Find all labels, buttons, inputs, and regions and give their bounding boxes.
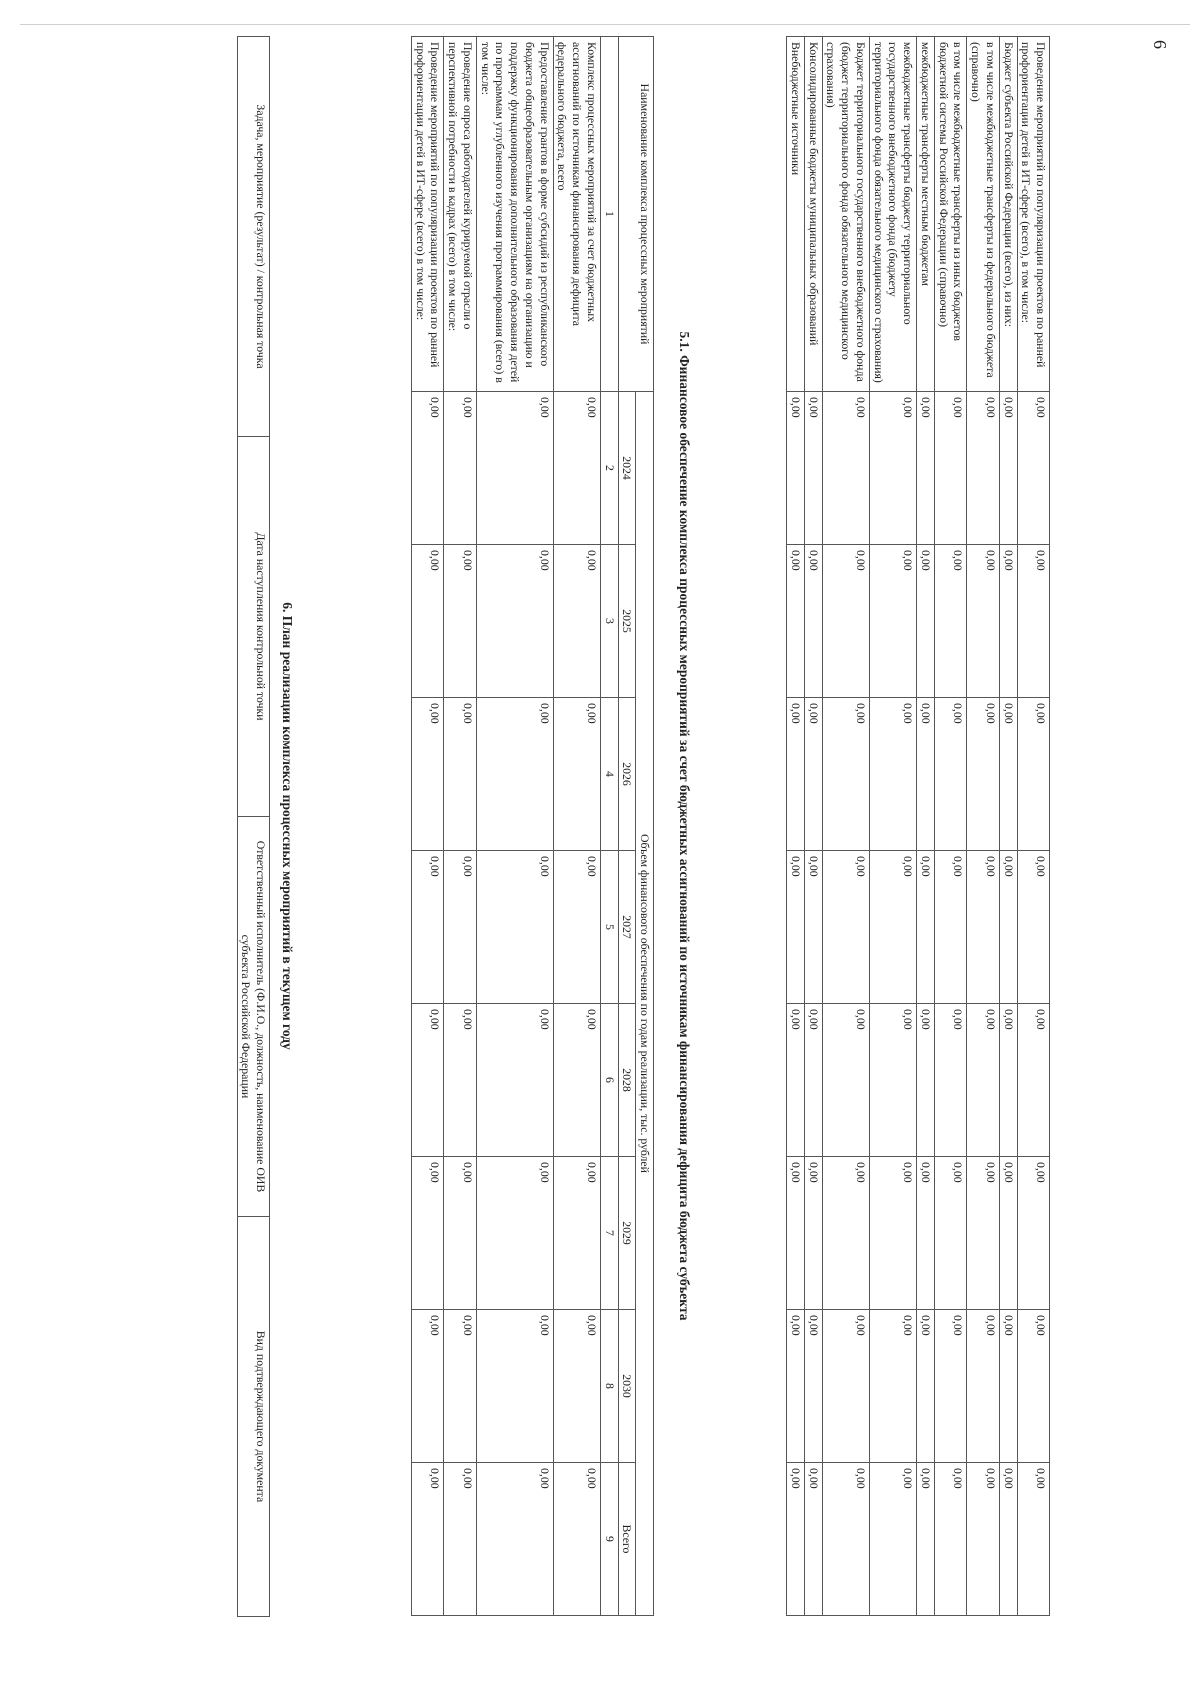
implementation-plan-header-row xyxy=(237,37,269,1617)
value-cell: 0,00 xyxy=(934,1463,966,1616)
year-header: 2029 xyxy=(618,1157,636,1310)
value-cell: 0,00 xyxy=(869,392,916,545)
rotated-page-content xyxy=(110,36,1050,1636)
value-cell: 0,00 xyxy=(444,1463,476,1616)
deficit-financing-table-body xyxy=(411,37,600,1616)
page-number: 6 xyxy=(1150,40,1170,49)
table-row xyxy=(934,37,966,1616)
implementation-plan-table xyxy=(237,36,270,1617)
row-label: межбюджетные трансферты бюджету территориального государственного внебюджетного фонда (бюджету территориального фонда обязательного медицинского страхования) xyxy=(869,37,916,392)
value-cell: 0,00 xyxy=(967,698,999,851)
value-cell: 0,00 xyxy=(967,392,999,545)
value-cell: 0,00 xyxy=(822,698,869,851)
value-cell: 0,00 xyxy=(411,851,443,1004)
value-cell: 0,00 xyxy=(804,392,822,545)
value-cell: 0,00 xyxy=(869,1004,916,1157)
row-label: Внебюджетные источники xyxy=(787,37,805,392)
value-cell: 0,00 xyxy=(869,1157,916,1310)
value-cell: 0,00 xyxy=(787,1310,805,1463)
value-cell: 0,00 xyxy=(934,1157,966,1310)
row-label: Бюджет субъекта Российской Федерации (всего), из них: xyxy=(999,37,1017,392)
value-cell: 0,00 xyxy=(411,392,443,545)
value-cell: 0,00 xyxy=(917,392,935,545)
table-row xyxy=(804,37,822,1616)
table-row xyxy=(917,37,935,1616)
value-cell: 0,00 xyxy=(476,851,553,1004)
section-5-1-title: 5.1. Финансовое обеспечение комплекса процессных мероприятий за счет бюджетных ассигнований по источникам финансирования дефицита бюджета субъекта xyxy=(677,331,692,1321)
value-cell: 0,00 xyxy=(822,1004,869,1157)
value-cell: 0,00 xyxy=(822,392,869,545)
value-cell: 0,00 xyxy=(411,1004,443,1157)
table-row xyxy=(787,37,805,1616)
value-cell: 0,00 xyxy=(411,698,443,851)
value-cell: 0,00 xyxy=(999,1004,1017,1157)
value-cell: 0,00 xyxy=(917,1463,935,1616)
year-header: Всего xyxy=(618,1463,636,1616)
row-label: Консолидированные бюджеты муниципальных образований xyxy=(804,37,822,392)
table-row xyxy=(444,37,476,1616)
value-cell: 0,00 xyxy=(411,1463,443,1616)
value-cell: 0,00 xyxy=(553,851,600,1004)
value-cell: 0,00 xyxy=(553,698,600,851)
value-cell: 0,00 xyxy=(553,392,600,545)
value-cell: 0,00 xyxy=(869,1310,916,1463)
year-header: 2024 xyxy=(618,392,636,545)
value-cell: 0,00 xyxy=(934,1310,966,1463)
value-cell: 0,00 xyxy=(1017,1004,1049,1157)
value-cell: 0,00 xyxy=(411,1310,443,1463)
value-cell: 0,00 xyxy=(444,851,476,1004)
table-row xyxy=(999,37,1017,1616)
column-number: 6 xyxy=(600,1004,618,1157)
value-cell: 0,00 xyxy=(967,1463,999,1616)
deficit-financing-table xyxy=(411,36,654,1616)
value-cell: 0,00 xyxy=(804,851,822,1004)
row-label: Предоставление грантов в форме субсидий из республиканского бюджета общеобразовательным организациям на организацию и поддержку функционирования дополнительного образования детей по программам углубленного изучения программирования (всего) в том числе: xyxy=(476,37,553,392)
value-cell: 0,00 xyxy=(444,545,476,698)
value-cell: 0,00 xyxy=(411,545,443,698)
column-number: 1 xyxy=(600,37,618,392)
value-cell: 0,00 xyxy=(444,1310,476,1463)
value-cell: 0,00 xyxy=(553,1463,600,1616)
column-number: 2 xyxy=(600,392,618,545)
value-cell: 0,00 xyxy=(822,1463,869,1616)
col-name-header: Наименование комплекса процессных мероприятий xyxy=(618,37,653,392)
year-header: 2027 xyxy=(618,851,636,1004)
value-cell: 0,00 xyxy=(476,1004,553,1157)
value-cell: 0,00 xyxy=(999,1157,1017,1310)
column-number: 9 xyxy=(600,1463,618,1616)
row-label: Комплекс процессных мероприятий за счет бюджетных ассигнований по источникам финансирования дефицита федерального бюджета, всего xyxy=(553,37,600,392)
plan-column-header: Ответственный исполнитель (Ф.И.О., должность, наименование ОИВ субъекта Российской Федерации xyxy=(237,817,269,1217)
value-cell: 0,00 xyxy=(787,851,805,1004)
section-6-title: 6. План реализации комплекса процессных мероприятий в текущем году xyxy=(280,602,295,1050)
value-cell: 0,00 xyxy=(476,1463,553,1616)
plan-column-header: Вид подтверждающего документа xyxy=(237,1217,269,1617)
value-cell: 0,00 xyxy=(999,851,1017,1004)
value-cell: 0,00 xyxy=(934,851,966,1004)
value-cell: 0,00 xyxy=(553,545,600,698)
row-label: Проведение мероприятий по популяризации проектов по ранней профориентации детей в ИТ-сфере (всего) в том числе: xyxy=(411,37,443,392)
table-row xyxy=(553,37,600,1616)
value-cell: 0,00 xyxy=(444,698,476,851)
value-cell: 0,00 xyxy=(787,698,805,851)
value-cell: 0,00 xyxy=(553,1157,600,1310)
value-cell: 0,00 xyxy=(967,851,999,1004)
value-cell: 0,00 xyxy=(869,1463,916,1616)
value-cell: 0,00 xyxy=(917,1310,935,1463)
value-cell: 0,00 xyxy=(787,392,805,545)
value-cell: 0,00 xyxy=(917,1157,935,1310)
value-cell: 0,00 xyxy=(1017,1310,1049,1463)
year-header: 2030 xyxy=(618,1310,636,1463)
value-cell: 0,00 xyxy=(444,1157,476,1310)
value-cell: 0,00 xyxy=(1017,1463,1049,1616)
value-cell: 0,00 xyxy=(934,392,966,545)
value-cell: 0,00 xyxy=(787,1157,805,1310)
plan-column-header: Дата наступления контрольной точки xyxy=(237,437,269,817)
value-cell: 0,00 xyxy=(553,1004,600,1157)
value-cell: 0,00 xyxy=(822,1310,869,1463)
year-header: 2026 xyxy=(618,698,636,851)
column-number: 7 xyxy=(600,1157,618,1310)
value-cell: 0,00 xyxy=(476,1310,553,1463)
value-cell: 0,00 xyxy=(869,851,916,1004)
value-cell: 0,00 xyxy=(999,392,1017,545)
table-row xyxy=(822,37,869,1616)
row-label: Бюджет территориального государственного внебюджетного фонда (бюджет территориального фонда обязательного медицинского страхования) xyxy=(822,37,869,392)
value-cell: 0,00 xyxy=(476,392,553,545)
value-cell: 0,00 xyxy=(787,1463,805,1616)
value-cell: 0,00 xyxy=(804,1157,822,1310)
table-row xyxy=(967,37,999,1616)
value-cell: 0,00 xyxy=(476,1157,553,1310)
row-label: в том числе межбюджетные трансферты из иных бюджетов бюджетной системы Российской Федерации (справочно) xyxy=(934,37,966,392)
value-cell: 0,00 xyxy=(967,1157,999,1310)
value-cell: 0,00 xyxy=(917,698,935,851)
value-cell: 0,00 xyxy=(787,1004,805,1157)
row-label: межбюджетные трансферты местным бюджетам xyxy=(917,37,935,392)
row-label: Проведение мероприятий по популяризации проектов по ранней профориентации детей в ИТ-сфере (всего), в том числе: xyxy=(1017,37,1049,392)
col-group-header: Объем финансового обеспечения по годам реализации, тыс. рублей xyxy=(636,392,654,1616)
value-cell: 0,00 xyxy=(967,545,999,698)
value-cell: 0,00 xyxy=(804,1463,822,1616)
column-number: 5 xyxy=(600,851,618,1004)
value-cell: 0,00 xyxy=(553,1310,600,1463)
value-cell: 0,00 xyxy=(444,1004,476,1157)
funding-sources-table-body xyxy=(787,37,1050,1616)
value-cell: 0,00 xyxy=(934,698,966,851)
scan-border-line xyxy=(20,24,1190,25)
value-cell: 0,00 xyxy=(934,1004,966,1157)
value-cell: 0,00 xyxy=(999,545,1017,698)
value-cell: 0,00 xyxy=(444,392,476,545)
value-cell: 0,00 xyxy=(411,1157,443,1310)
value-cell: 0,00 xyxy=(869,698,916,851)
value-cell: 0,00 xyxy=(1017,1157,1049,1310)
table-row xyxy=(476,37,553,1616)
value-cell: 0,00 xyxy=(1017,545,1049,698)
plan-column-header: Задача, мероприятие (результат) / контрольная точка xyxy=(237,37,269,437)
value-cell: 0,00 xyxy=(804,1004,822,1157)
value-cell: 0,00 xyxy=(917,545,935,698)
value-cell: 0,00 xyxy=(476,545,553,698)
value-cell: 0,00 xyxy=(804,1310,822,1463)
value-cell: 0,00 xyxy=(822,545,869,698)
value-cell: 0,00 xyxy=(999,1310,1017,1463)
year-header: 2028 xyxy=(618,1004,636,1157)
value-cell: 0,00 xyxy=(917,1004,935,1157)
column-number: 4 xyxy=(600,698,618,851)
value-cell: 0,00 xyxy=(476,698,553,851)
column-number: 8 xyxy=(600,1310,618,1463)
value-cell: 0,00 xyxy=(804,545,822,698)
value-cell: 0,00 xyxy=(967,1004,999,1157)
value-cell: 0,00 xyxy=(822,851,869,1004)
value-cell: 0,00 xyxy=(822,1157,869,1310)
value-cell: 0,00 xyxy=(869,545,916,698)
row-label: в том числе межбюджетные трансферты из федерального бюджета (справочно) xyxy=(967,37,999,392)
column-number: 3 xyxy=(600,545,618,698)
table-row xyxy=(1017,37,1049,1616)
value-cell: 0,00 xyxy=(787,545,805,698)
value-cell: 0,00 xyxy=(1017,698,1049,851)
value-cell: 0,00 xyxy=(999,698,1017,851)
value-cell: 0,00 xyxy=(934,545,966,698)
row-label: Проведение опроса работодателей курируемой отрасли о перспективной потребности в кадрах (всего) в том числе: xyxy=(444,37,476,392)
value-cell: 0,00 xyxy=(1017,392,1049,545)
value-cell: 0,00 xyxy=(1017,851,1049,1004)
column-numbers-row xyxy=(600,37,618,1616)
value-cell: 0,00 xyxy=(999,1463,1017,1616)
funding-sources-table xyxy=(786,36,1050,1616)
year-header: 2025 xyxy=(618,545,636,698)
value-cell: 0,00 xyxy=(967,1310,999,1463)
table-row xyxy=(411,37,443,1616)
table-row xyxy=(869,37,916,1616)
value-cell: 0,00 xyxy=(917,851,935,1004)
value-cell: 0,00 xyxy=(804,698,822,851)
